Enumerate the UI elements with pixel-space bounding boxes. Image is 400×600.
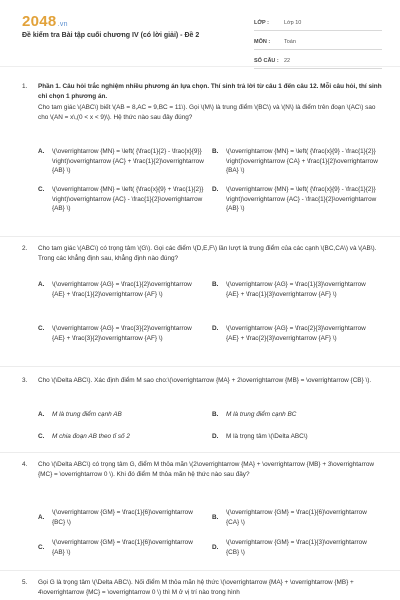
document-meta <box>254 15 382 72</box>
question-divider <box>0 236 400 237</box>
meta-subject: MÔN : Toán <box>254 34 382 50</box>
document-title: Đề kiểm tra Bài tập cuối chương IV (có lời giải) - Đề 2 <box>22 32 200 39</box>
meta-question-count: SỐ CÂU : 22 <box>254 53 382 69</box>
question-divider <box>0 366 400 367</box>
page-header <box>0 0 400 66</box>
meta-class: LỚP : Lớp 10 <box>254 15 382 31</box>
header-divider <box>0 66 400 67</box>
question-divider <box>0 452 400 453</box>
question-divider <box>0 570 400 571</box>
question-text: Phần 1. Câu hỏi trắc nghiệm nhiều phương án lựa chọn. Thí sinh trả lời từ câu 1 đến câu 12. Mỗi câu hỏi, thí sinh chỉ chọn 1 phương án. Cho tam giác \(ABC\) biết \(AB = 8,AC = 9,BC = 11\). Gọi \(M\) là trung điểm \(BC\) và \(N\) là điểm trên đoạn \(AC\) sao cho \(AN = x\,(0 < x < 9)\). Hệ thức nào sau đây đúng? <box>38 83 382 121</box>
site-logo[interactable]: 2048.vn <box>22 13 68 30</box>
question-number: 1. <box>22 83 28 90</box>
